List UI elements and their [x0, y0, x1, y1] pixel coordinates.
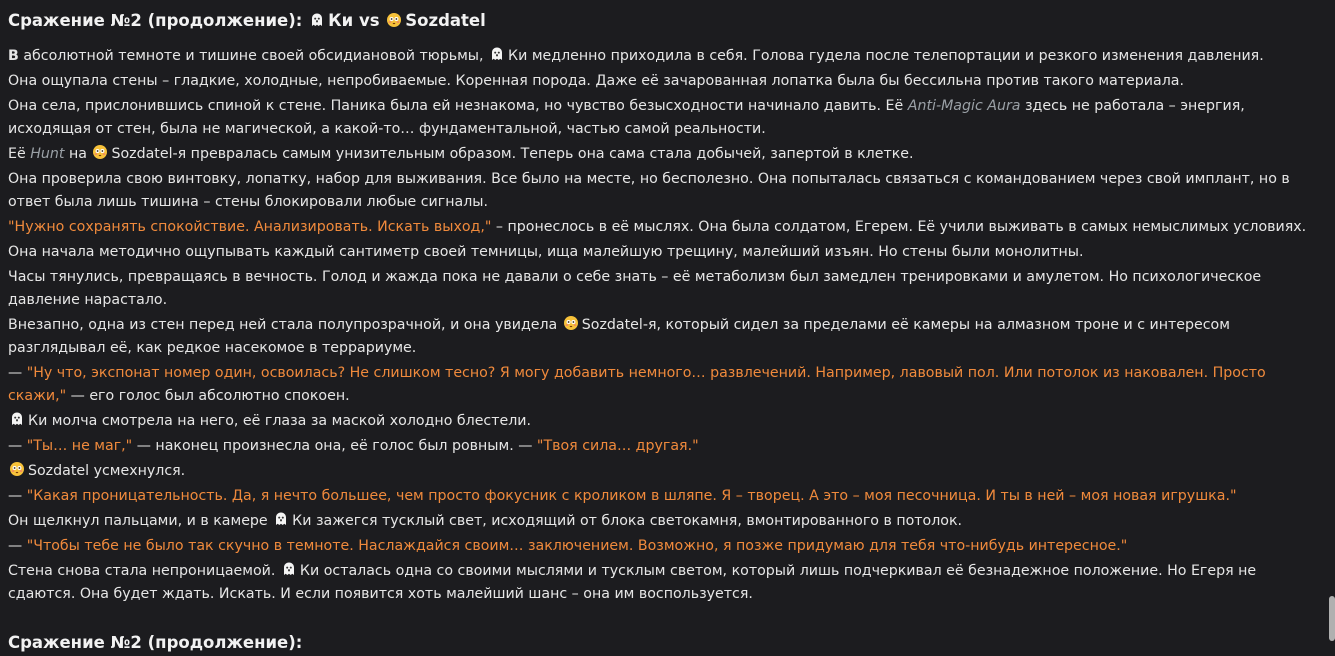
paragraph: Она села, прислонившись спиной к стене. Паника была ей незнакома, но чувство безысходности начинало давить. Её Anti-Magic Aura здесь не работала – энергия, исходящая от стен, была не магической, а какой-то… фундаментальной, частью самой реальности. — [8, 98, 1245, 137]
quote: "Твоя сила… другая." — [536, 438, 699, 454]
paragraph: — "Ну что, экспонат номер один, освоилась? Не слишком тесно? Я могу добавить немного… развлечений. Например, лавовый пол. Или потолок из наковален. Просто скажи," — его голос был абсолютно спокоен. — [8, 365, 1266, 404]
quote: "Чтобы тебе не было так скучно в темноте. Наслаждайся своим… заключением. Возможно, я позже придумаю для тебя что-нибудь интересное." — [26, 538, 1128, 554]
paragraph: Стена снова стала непроницаемой. Ки осталась одна со своими мыслями и тусклым светом, который лишь подчеркивал её безнадежное положение. Но Егеря не сдаются. Она будет ждать. Искать. И если появится хоть малейший шанс – она им воспользуется. — [8, 563, 1257, 602]
paragraph: — "Чтобы тебе не было так скучно в темноте. Наслаждайся своим… заключением. Возможно, я позже придумаю для тебя что-нибудь интересное." — [8, 538, 1128, 554]
paragraph: — "Какая проницательность. Да, я нечто большее, чем просто фокусник с кроликом в шляпе. Я – творец. А это – моя песочница. И ты в ней – моя новая игрушка." — [8, 488, 1237, 504]
quote: "Ты… не маг," — [26, 438, 133, 454]
ghost-icon — [9, 411, 25, 427]
paragraph: Она проверила свою винтовку, лопатку, набор для выживания. Все было на месте, но бесполезно. Она попыталась связаться с командованием через свой имплант, но в ответ была лишь тишина – стены блокировали любые сигналы. — [8, 171, 1290, 210]
message-content — [8, 8, 1308, 608]
flushed-face-icon — [92, 144, 108, 160]
paragraph: Sozdatel усмехнулся. — [8, 460, 1308, 483]
ghost-icon — [309, 12, 325, 28]
ghost-icon — [273, 511, 289, 527]
paragraph: Часы тянулись, превращаясь в вечность. Голод и жажда пока не давали о себе знать – её метаболизм был замедлен тренировками и амулетом. Но психологическое давление нарастало. — [8, 269, 1262, 308]
quote: "Какая проницательность. Да, я нечто большее, чем просто фокусник с кроликом в шляпе. Я – творец. А это – моя песочница. И ты в ней – моя новая игрушка." — [26, 488, 1237, 504]
paragraph: В абсолютной темноте и тишине своей обсидиановой тюрьмы, Ки медленно приходила в себя. Голова гудела после телепортации и резкого изменения давления. — [8, 48, 1264, 64]
scrollbar-thumb[interactable] — [1329, 596, 1335, 641]
paragraph: Ки молча смотрела на него, её глаза за маской холодно блестели. — [8, 410, 1308, 433]
ghost-icon — [489, 46, 505, 62]
paragraph: "Нужно сохранять спокойствие. Анализировать. Искать выход," – пронеслось в её мыслях. Она была солдатом, Егерем. Её учили выживать в самых немыслимых условиях. — [8, 219, 1307, 235]
skill-name: Anti-Magic Aura — [907, 98, 1021, 114]
flushed-face-icon — [9, 461, 25, 477]
battle-title: Сражение №2 (продолжение): Ки vs Sozdatel — [8, 11, 486, 30]
paragraph: Её Hunt на Sozdatel-я превралась самым унизительным образом. Теперь она сама стала добычей, запертой в клетке. — [8, 146, 914, 162]
paragraph: Она ощупала стены – гладкие, холодные, непробиваемые. Коренная порода. Даже её зачарованная лопатка была бы бессильна против такого материала. — [8, 73, 1184, 89]
paragraph: — "Ты… не маг," — наконец произнесла она, её голос был ровным. — "Твоя сила… другая." — [8, 438, 699, 454]
flushed-face-icon — [386, 12, 402, 28]
quote: "Нужно сохранять спокойствие. Анализировать. Искать выход," — [8, 219, 492, 235]
flushed-face-icon — [563, 315, 579, 331]
ghost-icon — [281, 561, 297, 577]
paragraph: Внезапно, одна из стен перед ней стала полупрозрачной, и она увидела Sozdatel-я, который сидел за пределами её камеры на алмазном троне и с интересом разглядывал её, как редкое насекомое в террариуме. — [8, 317, 1230, 356]
quote: "Ну что, экспонат номер один, освоилась? Не слишком тесно? Я могу добавить немного… развлечений. Например, лавовый пол. Или потолок из наковален. Просто скажи," — [8, 365, 1266, 404]
skill-name: Hunt — [30, 146, 65, 162]
paragraph: Она начала методично ощупывать каждый сантиметр своей темницы, ища малейшую трещину, малейший изъян. Но стены были монолитны. — [8, 244, 1084, 260]
paragraph: Он щелкнул пальцами, и в камере Ки зажегся тусклый свет, исходящий от блока светокамня, вмонтированного в потолок. — [8, 513, 963, 529]
next-heading-partial: Сражение №2 (продолжение): — [8, 633, 303, 652]
